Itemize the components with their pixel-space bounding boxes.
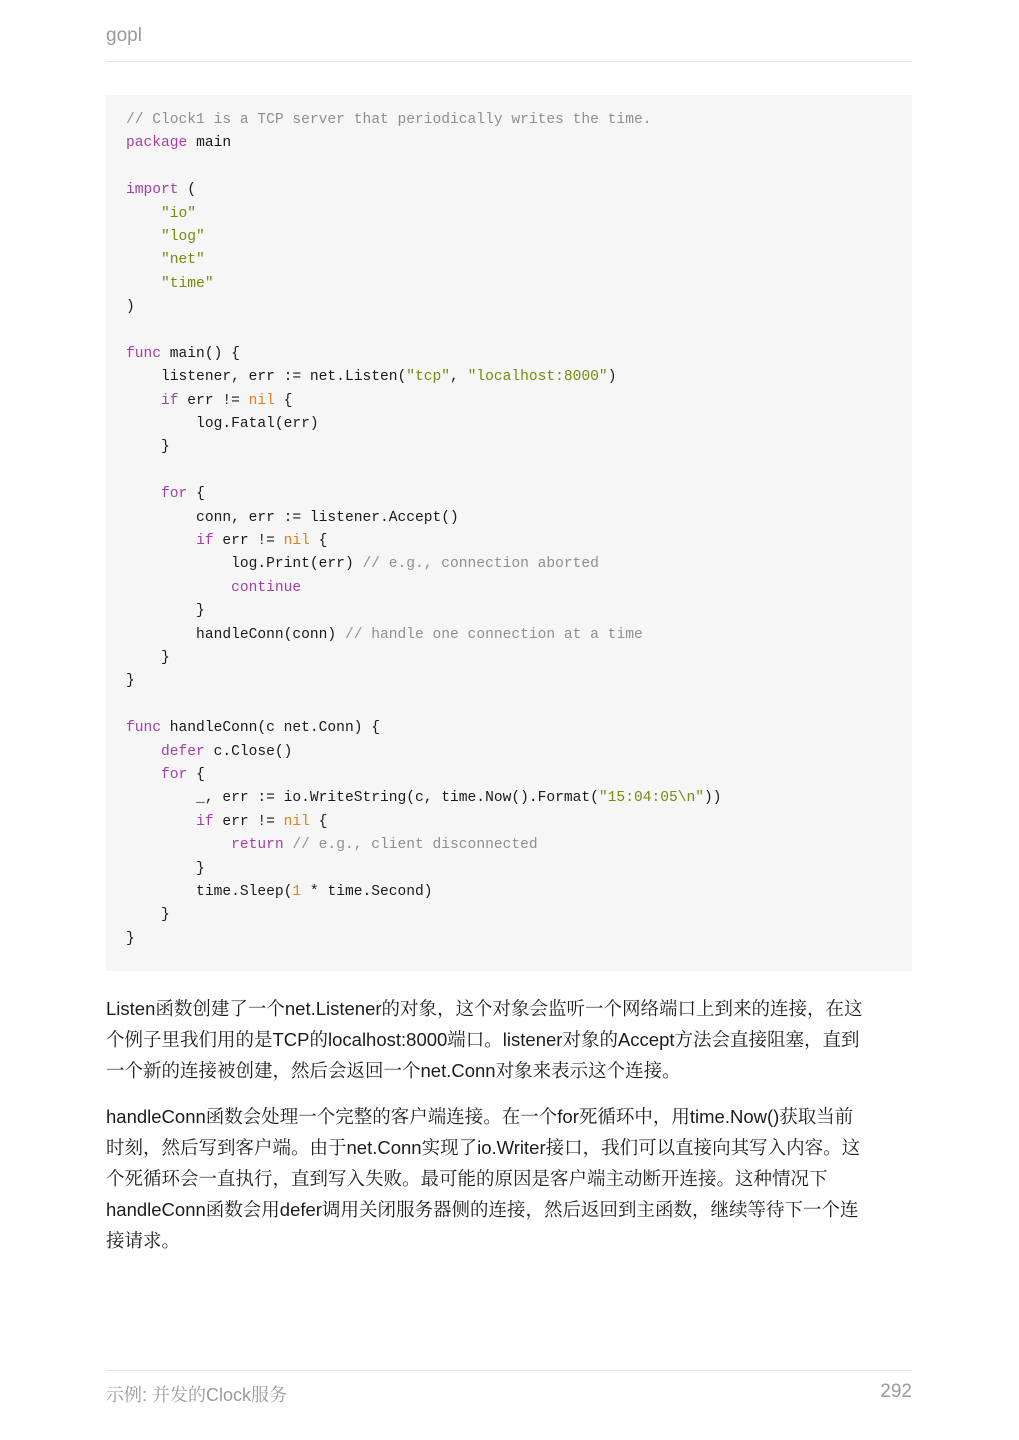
code-line	[126, 483, 892, 506]
code-line	[126, 928, 892, 951]
code-comment: // e.g., connection aborted	[362, 556, 599, 573]
code-line	[126, 507, 892, 530]
code-keyword: if	[196, 533, 214, 550]
code-text: }	[126, 907, 170, 924]
code-keyword: if	[196, 813, 214, 830]
code-text	[126, 486, 161, 502]
code-text: }	[126, 930, 135, 947]
code-text: err !=	[178, 392, 249, 409]
code-text: * time.Second)	[301, 883, 433, 900]
code-line	[126, 203, 892, 226]
code-text: }	[126, 673, 135, 690]
code-line	[126, 577, 892, 600]
code-keyword: if	[161, 392, 179, 409]
code-string: "io"	[161, 205, 197, 222]
code-text: {	[309, 533, 328, 550]
code-line	[126, 132, 892, 155]
book-title: gopl	[106, 25, 142, 46]
code-text	[126, 252, 161, 268]
code-line	[126, 296, 892, 319]
code-line	[126, 600, 892, 623]
code-text: (	[178, 182, 197, 199]
code-text: log.Fatal(err)	[126, 416, 319, 433]
paragraph-line: 个死循环会一直执行，直到写入失败。最可能的原因是客户端主动断开连接。这种情况下	[106, 1168, 828, 1189]
code-line	[126, 553, 892, 576]
code-text: c.Close()	[204, 743, 293, 760]
code-text: listener, err := net.Listen(	[126, 369, 407, 386]
code-keyword: import	[126, 182, 179, 199]
code-line	[126, 366, 892, 389]
code-text	[126, 814, 196, 830]
code-line	[126, 530, 892, 553]
code-text	[126, 276, 161, 292]
paragraph-line: 接请求。	[106, 1230, 181, 1251]
code-line	[126, 109, 892, 132]
code-line	[126, 343, 892, 366]
code-text	[126, 206, 161, 222]
code-text	[126, 393, 161, 409]
code-keyword: for	[161, 766, 188, 783]
code-text: log.Print(err)	[126, 556, 363, 573]
code-line	[126, 413, 892, 436]
code-line	[126, 717, 892, 740]
footer-section-title: 示例: 并发的Clock服务	[106, 1385, 288, 1405]
code-line	[126, 811, 892, 834]
code-keyword: func	[126, 720, 162, 737]
code-string: "localhost:8000"	[467, 369, 608, 386]
code-text: {	[274, 392, 293, 409]
code-comment: // e.g., client disconnected	[292, 837, 538, 854]
code-string: "tcp"	[406, 369, 451, 386]
code-line	[126, 904, 892, 927]
code-text: main() {	[161, 345, 240, 362]
code-text: )	[607, 369, 617, 386]
code-keyword: return	[231, 837, 284, 854]
paragraph-listen	[106, 993, 912, 1086]
page-footer	[106, 1370, 912, 1417]
paragraph-line: handleConn函数会处理一个完整的客户端连接。在一个for死循环中，用time.Now()获取当前	[106, 1106, 854, 1127]
paragraph-line: Listen函数创建了一个net.Listener的对象，这个对象会监听一个网络端口上到来的连接，在这	[106, 998, 863, 1019]
code-line	[126, 624, 892, 647]
code-text: conn, err := listener.Accept()	[126, 509, 459, 526]
code-keyword: package	[126, 135, 188, 152]
code-text: _, err := io.WriteString(c, time.Now().Format(	[126, 790, 599, 807]
page-header	[106, 24, 912, 62]
code-text: )	[126, 299, 135, 316]
code-line	[126, 273, 892, 296]
code-line	[126, 858, 892, 881]
code-block	[106, 95, 912, 971]
code-line	[126, 320, 892, 343]
code-text: handleConn(conn)	[126, 626, 345, 643]
code-text: ,	[450, 369, 468, 386]
code-text: handleConn(c net.Conn) {	[161, 720, 380, 737]
code-text	[126, 744, 161, 760]
code-text: main	[187, 135, 232, 152]
code-line	[126, 694, 892, 717]
paragraph-line: 时刻，然后写到客户端。由于net.Conn实现了io.Writer接口，我们可以直接向其写入内容。这	[106, 1137, 861, 1158]
code-comment: // handle one connection at a time	[344, 626, 643, 643]
code-line	[126, 460, 892, 483]
code-string: "time"	[161, 275, 214, 292]
paragraph-line: handleConn函数会用defer调用关闭服务器侧的连接，然后返回到主函数，继续等待下一个连	[106, 1199, 859, 1220]
code-text: }	[126, 603, 205, 620]
code-string: "15:04:05\n"	[598, 790, 705, 807]
code-text: }	[126, 649, 170, 666]
code-text	[126, 229, 161, 245]
code-line	[126, 156, 892, 179]
code-line	[126, 436, 892, 459]
code-line	[126, 787, 892, 810]
code-text	[126, 837, 231, 853]
code-string: "net"	[161, 252, 205, 269]
code-literal: nil	[283, 533, 310, 550]
page-number: 292	[880, 1381, 912, 1402]
code-text	[126, 533, 196, 549]
code-literal: nil	[283, 813, 310, 830]
code-string: "log"	[161, 228, 205, 245]
code-text: err !=	[213, 813, 284, 830]
code-keyword: func	[126, 345, 162, 362]
code-keyword: continue	[231, 579, 302, 596]
code-literal: nil	[248, 392, 275, 409]
code-text: err !=	[213, 533, 284, 550]
code-line	[126, 226, 892, 249]
paragraph-line: 一个新的连接被创建，然后会返回一个net.Conn对象来表示这个连接。	[106, 1060, 681, 1081]
code-literal: 1	[292, 883, 302, 900]
code-line	[126, 834, 892, 857]
code-line	[126, 249, 892, 272]
code-text	[126, 580, 231, 596]
code-comment: // Clock1 is a TCP server that periodically writes the time.	[126, 112, 652, 128]
code-text: ))	[704, 790, 722, 807]
code-text: time.Sleep(	[126, 883, 293, 900]
paragraph-line: 个例子里我们用的是TCP的localhost:8000端口。listener对象的Accept方法会直接阻塞，直到	[106, 1029, 860, 1050]
code-line	[126, 647, 892, 670]
code-text: {	[187, 766, 205, 783]
code-line	[126, 741, 892, 764]
code-text: {	[309, 813, 328, 830]
code-line	[126, 881, 892, 904]
code-text	[126, 767, 161, 783]
code-line	[126, 670, 892, 693]
code-text: }	[126, 439, 170, 456]
code-text: }	[126, 860, 205, 877]
code-keyword: for	[161, 486, 188, 503]
paragraph-handleconn	[106, 1101, 912, 1256]
code-line	[126, 179, 892, 202]
code-line	[126, 390, 892, 413]
code-keyword: defer	[161, 743, 205, 760]
code-line	[126, 764, 892, 787]
code-text: {	[187, 486, 205, 503]
